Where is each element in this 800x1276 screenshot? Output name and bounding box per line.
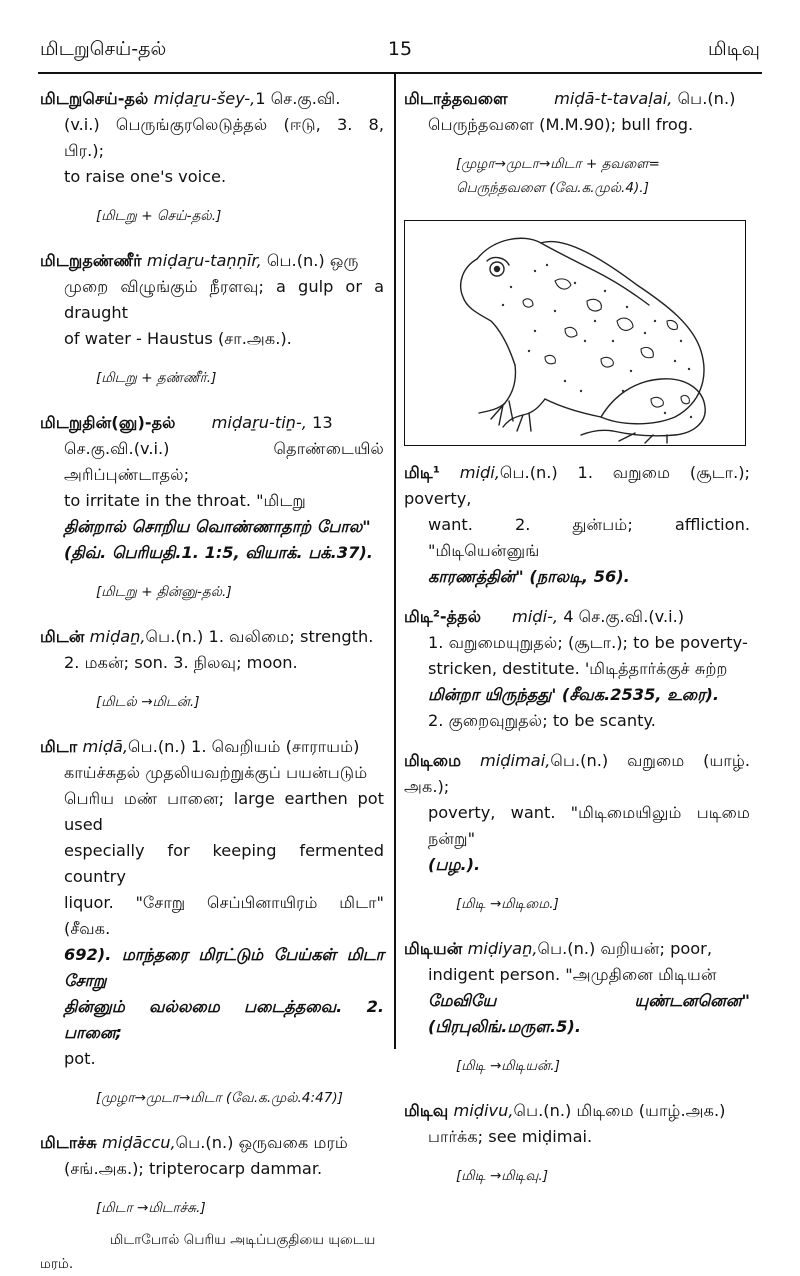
headword: மிடாத்தவளை <box>404 89 508 108</box>
definition-line: liquor. "சோறு செப்பினாயிரம் மிடா" (சீவக. <box>64 893 384 938</box>
etymology: [மிடறு + செய்-தல்.] <box>96 208 222 224</box>
transliteration: miḍivu, <box>453 1101 514 1120</box>
dictionary-entry <box>40 734 384 1072</box>
headword: மிடாச்சு <box>40 1133 97 1152</box>
grammar-text: பெ.(n.) 1. வெறியம் (சாராயம்) <box>128 737 360 756</box>
dictionary-entry <box>404 86 750 138</box>
quotation-line: காரணத்தின்" (நாலடி, 56). <box>428 567 630 586</box>
citation-line: (திவ். பெரியதி.1. 1:5, வியாக். பக்.37). <box>64 543 373 562</box>
right-column <box>404 86 750 1208</box>
quotation-line: 692). மாந்தரை மிரட்டும் பேய்கள் மிடா சோறு <box>64 945 384 990</box>
left-column <box>40 86 384 1276</box>
etymology: [மிடறு + தண்ணீர்.] <box>96 370 217 386</box>
transliteration: miḍā-t-tavaḷai, <box>554 89 673 108</box>
dictionary-entry <box>40 86 384 190</box>
definition-line: செ.கு.வி.(v.i.) தொண்டையில் அரிப்புண்டாதல்; <box>64 439 384 484</box>
headword: மிடா <box>40 737 78 756</box>
definition-line: (சங்.அக.); tripterocarp dammar. <box>64 1159 323 1178</box>
dictionary-entry <box>40 248 384 352</box>
headword: மிடன் <box>40 627 85 646</box>
grammar-text: 4 செ.கு.வி.(v.i.) <box>563 607 685 626</box>
definition-line: of water - Haustus (சா.அக.). <box>64 329 292 348</box>
transliteration: miḍiyaṉ, <box>467 939 538 958</box>
definition-line: want. 2. துன்பம்; affliction. "மிடியென்னுங் <box>428 515 750 560</box>
headword: மிடறுதின்(னு)-தல் <box>40 413 176 432</box>
transliteration: miḍaṉ, <box>89 627 146 646</box>
etymology: [மிடி →மிடிவு.] <box>456 1168 549 1184</box>
header-right-guideword: மிடிவு <box>707 38 760 60</box>
definition-line: stricken, destitute. 'மிடித்தார்க்குச் சுற்ற <box>428 659 728 678</box>
definition-line: to irritate in the throat. "மிடறு <box>64 491 306 510</box>
etymology: [மிடறு + தின்னு-தல்.] <box>96 584 232 600</box>
quotation-line: மின்றா யிருந்தது' (சீவக.2535, உரை). <box>428 685 720 704</box>
frog-drawing <box>405 221 745 445</box>
grammar-text: 13 <box>312 413 333 432</box>
transliteration: miḍaṟu-taṇṇīr, <box>146 251 262 270</box>
quotation-line: தின்னும் வல்லமை படைத்தவை. 2. பானை; <box>64 997 384 1042</box>
etymology: [முழா→முடா→மிடா (வே.க.முல்.4:47)] <box>96 1090 343 1106</box>
transliteration: miḍimai, <box>479 751 551 770</box>
transliteration: miḍaṟu-tiṉ-, <box>211 413 307 432</box>
definition-line: poverty, want. "மிடிமையிலும் படிமை நன்று" <box>428 803 750 848</box>
dictionary-entry <box>404 460 750 590</box>
grammar-text: பெ.(n.) வறியன்; poor, <box>537 939 712 958</box>
note <box>40 1228 384 1276</box>
header-rule <box>38 72 762 74</box>
bull-frog-illustration <box>404 220 746 446</box>
definition-line: பெருந்தவளை (M.M.90); bull frog. <box>428 115 694 134</box>
grammar-text: 1 செ.கு.வி. <box>255 89 341 108</box>
grammar-text: பெ.(n.) 1. வலிமை; strength. <box>145 627 374 646</box>
dictionary-entry <box>404 748 750 878</box>
definition-line: 1. வறுமையுறுதல்; (சூடா.); to be poverty- <box>428 633 748 652</box>
definition-line: காய்ச்சுதல் முதலியவற்றுக்குப் பயன்படும் <box>64 763 368 782</box>
grammar-text: பெ.(n.) வறுமை (யாழ். அக.); <box>404 751 750 796</box>
definition-line: to raise one's voice. <box>64 167 227 186</box>
page-number: 15 <box>387 38 413 60</box>
definition-line: especially for keeping fermented country <box>64 841 384 886</box>
column-divider <box>394 74 396 1049</box>
etymology: [மிடி →மிடிமை.] <box>456 896 559 912</box>
quotation-line: மேவியே யுண்டனனென" (பிரபுலிங்.மருள.5). <box>428 991 750 1036</box>
etymology: [முழா→முடா→மிடா + தவளை= பெருந்தவளை (வே.க.முல்.4).] <box>456 156 660 196</box>
transliteration: miḍi-, <box>512 607 559 626</box>
dictionary-entry <box>404 1098 750 1150</box>
headword: மிடி¹ <box>404 463 440 482</box>
headword: மிடறுசெய்-தல் <box>40 89 149 108</box>
etymology: [மிடல் →மிடன்.] <box>96 694 200 710</box>
page-header <box>40 38 760 68</box>
transliteration: miḍaṟu-šey-, <box>153 89 256 108</box>
definition-line: 2. மகன்; son. 3. நிலவு; moon. <box>64 653 298 672</box>
definition-line: (v.i.) பெருங்குரலெடுத்தல் (ஈடு, 3. 8, பிர.); <box>64 115 384 160</box>
definition-line: 2. குறைவுறுதல்; to be scanty. <box>428 711 656 730</box>
etymology: [மிடா →மிடாச்சு.] <box>96 1200 206 1216</box>
header-left-guideword: மிடறுசெய்-தல் <box>40 38 167 60</box>
note-line: மிடாபோல் பெரிய அடிப்பகுதியை யுடைய <box>110 1232 376 1248</box>
grammar-text: பெ.(n.) ஒருவகை மரம் <box>175 1133 348 1152</box>
quotation-line: (பழ.). <box>428 855 481 874</box>
definition-line: பார்க்க; see miḍimai. <box>428 1127 593 1146</box>
grammar-text: பெ.(n.) மிடிமை (யாழ்.அக.) <box>513 1101 726 1120</box>
headword: மிடி²-த்தல் <box>404 607 482 626</box>
dictionary-entry <box>40 1130 384 1182</box>
transliteration: miḍā, <box>82 737 129 756</box>
definition-line: முறை விழுங்கும் நீரளவு; a gulp or a draught <box>64 277 384 322</box>
dictionary-entry <box>404 604 750 734</box>
dictionary-entry <box>404 936 750 1040</box>
grammar-text: பெ.(n.) ஒரு <box>266 251 359 270</box>
headword: மிடிவு <box>404 1101 449 1120</box>
definition-line: pot. <box>64 1049 96 1068</box>
grammar-text: பெ.(n.) <box>677 89 736 108</box>
headword: மிடியன் <box>404 939 463 958</box>
transliteration: miḍāccu, <box>101 1133 176 1152</box>
headword: மிடறுதண்ணீர் <box>40 251 142 270</box>
dictionary-entry <box>40 410 384 566</box>
etymology: [மிடி →மிடியன்.] <box>456 1058 560 1074</box>
grammar-text: பெ.(n.) 1. வறுமை (சூடா.); poverty, <box>404 463 750 508</box>
quotation-line: தின்றால் சொறிய வொண்ணாதாற் போல" <box>64 517 371 536</box>
transliteration: miḍi, <box>459 463 500 482</box>
definition-line: indigent person. "அமுதினை மிடியன் <box>428 965 717 984</box>
dictionary-entry <box>40 624 384 676</box>
note-line: மரம். <box>40 1256 74 1272</box>
headword: மிடிமை <box>404 751 462 770</box>
definition-line: பெரிய மண் பானை; large earthen pot used <box>64 789 384 834</box>
